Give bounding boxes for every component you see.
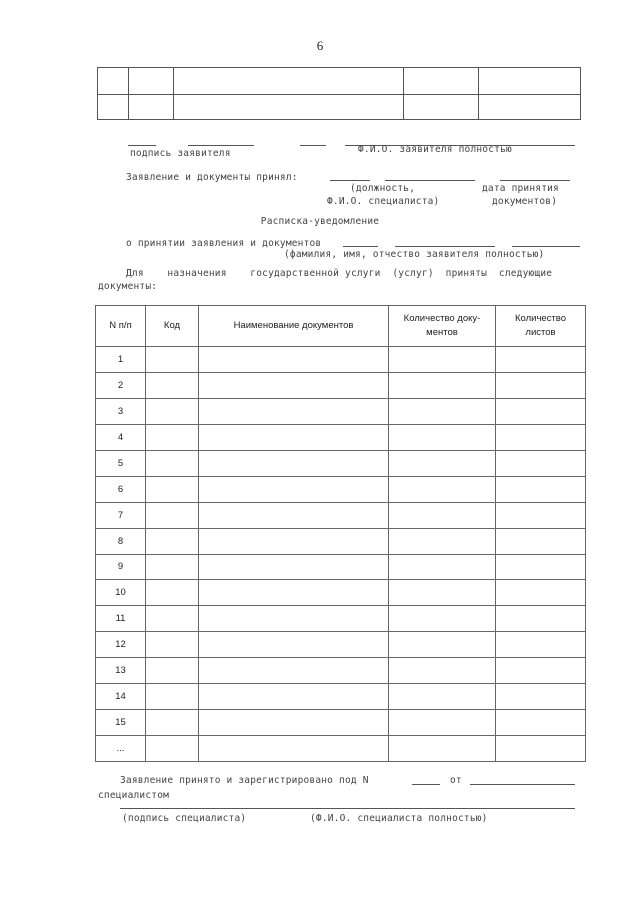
cell-name — [199, 502, 389, 528]
cell-sheet-count — [496, 424, 586, 450]
cell-sheet-count — [496, 736, 586, 762]
intro-line-2: документы: — [98, 281, 158, 292]
cell-code — [146, 502, 199, 528]
cell-sheet-count — [496, 450, 586, 476]
cell-number: 10 — [96, 580, 146, 606]
receipt-title: Расписка-уведомление — [260, 216, 380, 227]
cell-number: 4 — [96, 424, 146, 450]
cell-number: 15 — [96, 710, 146, 736]
cell-doc-count — [389, 450, 496, 476]
cell-number: 12 — [96, 632, 146, 658]
header-count-sheets-line2: листов — [525, 327, 556, 338]
cell-name — [199, 606, 389, 632]
cell-doc-count — [389, 736, 496, 762]
cell-code — [146, 736, 199, 762]
cell-number: 7 — [96, 502, 146, 528]
cell-name — [199, 632, 389, 658]
table-row — [96, 736, 586, 762]
header-count-sheets — [496, 306, 586, 347]
applicant-signature-label: подпись заявителя — [130, 148, 231, 159]
table-row — [96, 528, 586, 554]
signature-line — [188, 145, 254, 146]
cell-sheet-count — [496, 372, 586, 398]
full-name-line — [343, 246, 378, 247]
cell-name — [199, 580, 389, 606]
position-label: (должность, — [350, 183, 416, 194]
cell-code — [146, 580, 199, 606]
cell-number: 11 — [96, 606, 146, 632]
cell-code — [146, 710, 199, 736]
grid-row-divider — [98, 94, 580, 95]
cell-doc-count — [389, 554, 496, 580]
table-row — [96, 684, 586, 710]
cell-doc-count — [389, 398, 496, 424]
specialist-signature-label: (подпись специалиста) — [122, 813, 247, 824]
cell-sheet-count — [496, 606, 586, 632]
page-number: 6 — [316, 38, 324, 53]
accepted-by-text: Заявление и документы принял: — [126, 172, 298, 183]
cell-doc-count — [389, 684, 496, 710]
cell-doc-count — [389, 476, 496, 502]
full-name-line — [395, 246, 495, 247]
cell-sheet-count — [496, 710, 586, 736]
cell-name — [199, 450, 389, 476]
cell-sheet-count — [496, 580, 586, 606]
header-count-sheets-line1: Количество — [514, 313, 567, 324]
specialist-name-label: Ф.И.О. специалиста) — [327, 196, 440, 207]
cell-sheet-count — [496, 632, 586, 658]
cell-name — [199, 710, 389, 736]
position-line — [330, 180, 370, 181]
cell-sheet-count — [496, 554, 586, 580]
date-line — [500, 180, 570, 181]
cell-name — [199, 658, 389, 684]
cell-name — [199, 424, 389, 450]
cell-doc-count — [389, 710, 496, 736]
cell-doc-count — [389, 347, 496, 373]
registration-date-line — [470, 784, 575, 785]
cell-name — [199, 528, 389, 554]
signature-line — [128, 145, 156, 146]
cell-code — [146, 606, 199, 632]
cell-number: 1 — [96, 347, 146, 373]
specialist-name-label: (Ф.И.О. специалиста полностью) — [310, 813, 488, 824]
cell-name — [199, 684, 389, 710]
date-label-line1: дата принятия — [482, 183, 559, 194]
cell-doc-count — [389, 502, 496, 528]
cell-number: 8 — [96, 528, 146, 554]
cell-code — [146, 450, 199, 476]
cell-doc-count — [389, 424, 496, 450]
table-header-row — [96, 306, 586, 347]
cell-number: 13 — [96, 658, 146, 684]
table-row — [96, 632, 586, 658]
cell-number: 14 — [96, 684, 146, 710]
header-count-docs-line1: Количество доку- — [403, 313, 481, 324]
registered-text: Заявление принято и зарегистрировано под N — [120, 775, 369, 786]
table-row — [96, 398, 586, 424]
receipt-subtitle: о принятии заявления и документов — [126, 238, 322, 249]
cell-number: 9 — [96, 554, 146, 580]
cell-name — [199, 347, 389, 373]
cell-sheet-count — [496, 528, 586, 554]
intro-line-1: Для назначения государственной услуги (услуг) приняты следующие — [126, 268, 553, 279]
documents-table — [95, 305, 586, 762]
cell-name — [199, 476, 389, 502]
signature-line — [300, 145, 326, 146]
table-row — [96, 658, 586, 684]
cell-sheet-count — [496, 398, 586, 424]
cell-number: ... — [96, 736, 146, 762]
date-label-line2: документов) — [492, 196, 558, 207]
table-row — [96, 502, 586, 528]
cell-sheet-count — [496, 658, 586, 684]
cell-number: 6 — [96, 476, 146, 502]
cell-code — [146, 372, 199, 398]
header-name: Наименование документов — [199, 306, 389, 347]
cell-code — [146, 398, 199, 424]
registration-number-line — [412, 784, 440, 785]
cell-doc-count — [389, 632, 496, 658]
specialist-word: специалистом — [98, 790, 170, 801]
table-row — [96, 347, 586, 373]
cell-code — [146, 554, 199, 580]
table-row — [96, 606, 586, 632]
table-row — [96, 424, 586, 450]
cell-doc-count — [389, 372, 496, 398]
table-row — [96, 554, 586, 580]
cell-sheet-count — [496, 502, 586, 528]
table-row — [96, 476, 586, 502]
cell-doc-count — [389, 606, 496, 632]
header-count-docs-line2: ментов — [426, 327, 458, 338]
cell-code — [146, 528, 199, 554]
cell-code — [146, 658, 199, 684]
table-row — [96, 710, 586, 736]
cell-name — [199, 372, 389, 398]
previous-table-fragment — [97, 67, 581, 120]
header-number: N п/п — [96, 306, 146, 347]
cell-number: 2 — [96, 372, 146, 398]
table-row — [96, 450, 586, 476]
cell-name — [199, 398, 389, 424]
cell-code — [146, 476, 199, 502]
table-row — [96, 580, 586, 606]
cell-number: 5 — [96, 450, 146, 476]
header-code: Код — [146, 306, 199, 347]
cell-sheet-count — [496, 476, 586, 502]
cell-doc-count — [389, 580, 496, 606]
cell-doc-count — [389, 528, 496, 554]
cell-code — [146, 684, 199, 710]
table-row — [96, 372, 586, 398]
name-line — [385, 180, 475, 181]
cell-code — [146, 424, 199, 450]
cell-name — [199, 554, 389, 580]
full-name-line — [512, 246, 580, 247]
cell-sheet-count — [496, 347, 586, 373]
cell-name — [199, 736, 389, 762]
cell-code — [146, 632, 199, 658]
header-count-docs — [389, 306, 496, 347]
cell-code — [146, 347, 199, 373]
cell-number: 3 — [96, 398, 146, 424]
from-text: от — [450, 775, 462, 786]
cell-doc-count — [389, 658, 496, 684]
specialist-signature-line — [120, 808, 575, 809]
cell-sheet-count — [496, 684, 586, 710]
applicant-name-label: Ф.И.О. заявителя полностью — [358, 144, 512, 155]
full-name-label: (фамилия, имя, отчество заявителя полностью) — [284, 249, 545, 260]
